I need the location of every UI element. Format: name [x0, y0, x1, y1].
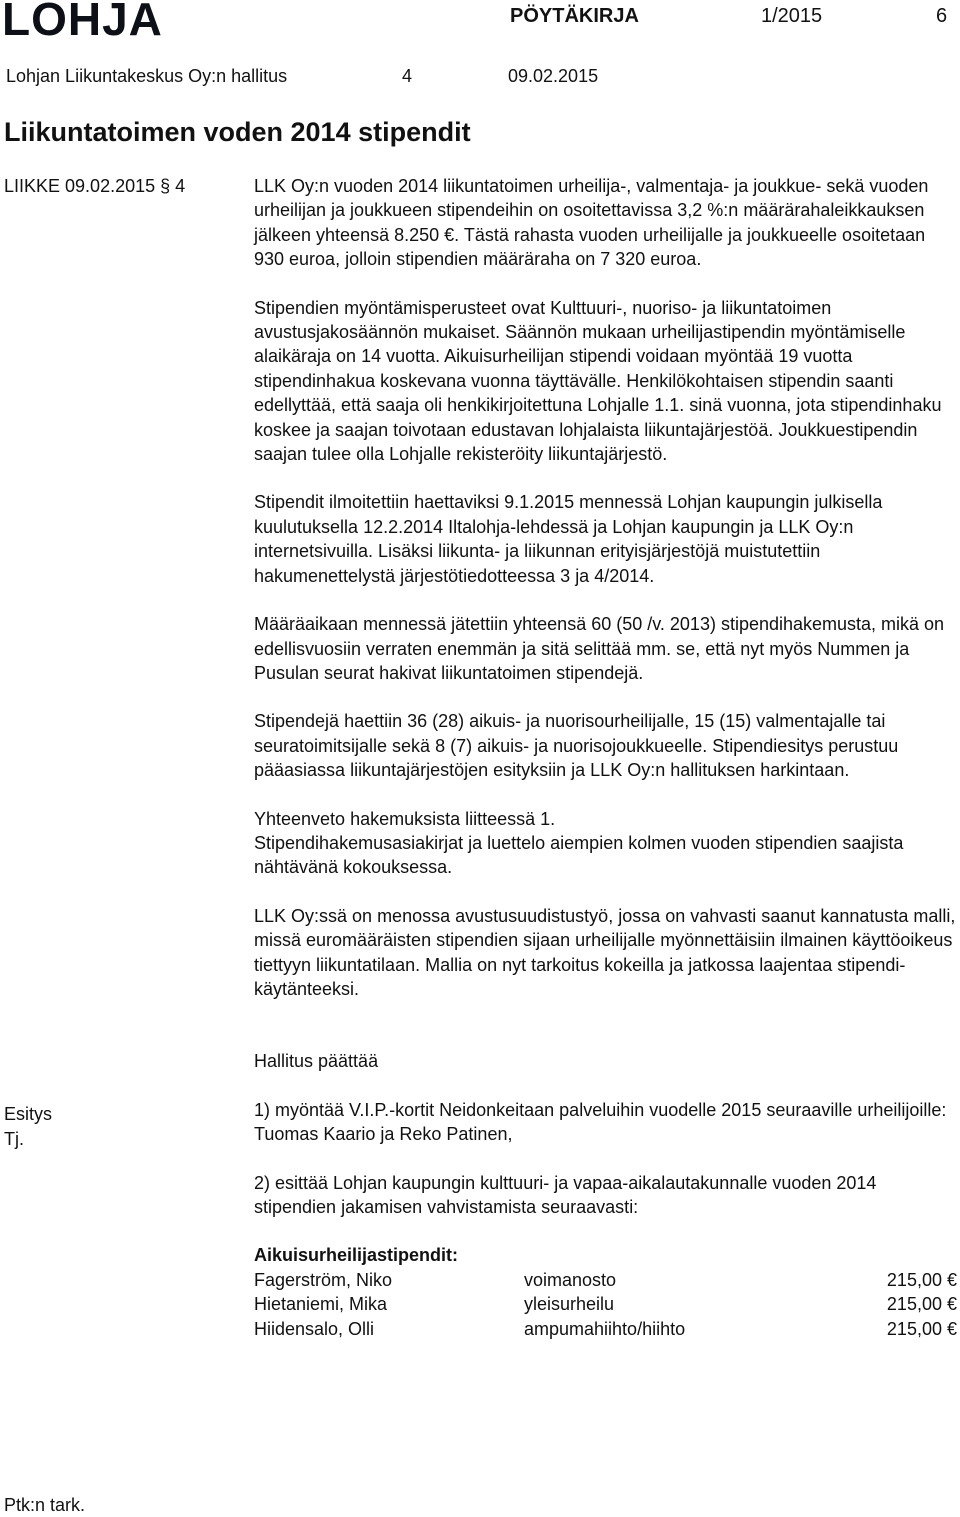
award-amount: 215,00 € — [886, 1318, 957, 1339]
award-sport: yleisurheilu — [524, 1294, 615, 1315]
decision-intro: Hallitus päättää — [254, 1051, 379, 1072]
awards-heading: Aikuisurheilijastipendit: — [254, 1245, 459, 1266]
award-name: Hietaniemi, Mika — [254, 1294, 388, 1315]
table-row — [254, 1268, 957, 1292]
decision-item-2: 2) esittää Lohjan kaupungin kulttuuri- ja vapaa-aikalautakunnalle vuoden 2014 stipendien jakamisen vahvistamista seuraavasti: — [254, 1172, 877, 1217]
table-row — [254, 1292, 957, 1316]
paragraph-budget: LLK Oy:n vuoden 2014 liikuntatoimen urheilija-, valmentaja- ja joukkue- sekä vuoden urheilijan ja joukkueen stipendeihin on osoitettavissa 3,2 %:n määrärahaleikkauksen jälkeen yhteensä 8.250 €. Tästä rahasta vuoden urheilijalle ja joukkueelle osoitetaan 930 euroa, jolloin stipendien määräraha on 7 320 euroa. — [254, 176, 929, 270]
document-type: PÖYTÄKIRJA — [510, 5, 639, 27]
meeting-date: 09.02.2015 — [508, 66, 599, 86]
award-name: Fagerström, Niko — [254, 1269, 393, 1290]
award-amount: 215,00 € — [886, 1269, 957, 1290]
paragraph-announcement: Stipendit ilmoitettiin haettaviksi 9.1.2015 mennessä Lohjan kaupungin julkisella kuulutuksella 12.2.2014 Iltalohja-lehdessä ja Lohjan kaupungin ja LLK Oy:n internetsivuilla. Lisäksi liikunta- ja liikunnan erityisjärjestöjä muistutettiin hakumenettelystä järjestötiedotteessa 3 ja 4/2014. — [254, 492, 883, 586]
document-number: 1/2015 — [761, 5, 823, 27]
page-number: 6 — [936, 5, 948, 27]
tj-label: Tj. — [4, 1129, 24, 1149]
paragraph-documents: Stipendihakemusasiakirjat ja luettelo aiempien kolmen vuoden stipendien saajista nähtävänä kokouksessa. — [254, 832, 904, 878]
paragraph-reform: LLK Oy:ssä on menossa avustusuudistustyö, jossa on vahvasti saanut kannatusta malli, missä euromääräisten stipendien sijaan urheilijalle myönnettäisiin ilmainen käyttöoikeus tiettyyn liikuntatilaan. Mallia on nyt tarkoitus kokeilla ja jatkossa laajentaa stipendi-käytänteeksi. — [254, 905, 956, 999]
section-number: 4 — [402, 66, 413, 86]
paragraph-criteria: Stipendien myöntämisperusteet ovat Kulttuuri-, nuoriso- ja liikuntatoimen avustusjakosäännön mukaiset. Säännön mukaan urheilijastipendin myöntämiselle alaikäraja on 14 vuotta. Aikuisurheilijan stipendi voidaan myöntää 19 vuotta stipendinhakua koskevana vuonna täyttävälle. Henkilökohtaisen stipendin saanti edellyttää, että saaja oli henkikirjoitettuna Lohjalle 1.1. sinä vuonna, jota stipendinhaku koskee ja saajan toivotaan edustavan lohjalaista liikuntajärjestöä. Joukkuestipendin saajan tulee olla Lohjalle rekisteröity liikuntajärjestö. — [254, 297, 942, 465]
award-sport: ampumahiihto/hiihto — [524, 1318, 686, 1339]
minutes-body — [254, 174, 957, 1341]
page-title: Liikuntatoimen voden 2014 stipendit — [4, 117, 471, 147]
reference-line: LIIKKE 09.02.2015 § 4 — [4, 176, 186, 196]
paragraph-applications-count: Määräaikaan mennessä jätettiin yhteensä 60 (50 /v. 2013) stipendihakemusta, mikä on edellisvuosiin verraten enemmän ja sitä selittää mm. se, että nyt myös Nummen ja Pusulan seurat hakivat liikuntatoimen stipendejä. — [254, 614, 945, 683]
award-name: Hiidensalo, Olli — [254, 1318, 375, 1339]
esitys-label: Esitys — [4, 1104, 53, 1124]
paragraph-applicant-groups: Stipendejä haettiin 36 (28) aikuis- ja nuorisourheilijalle, 15 (15) valmentajalle tai seuratoimitsijalle sekä 8 (7) aikuis- ja nuorisojoukkueelle. Stipendiesitys perustuu pääasiassa liikuntajärjestöjen esityksiin ja LLK Oy:n hallituksen harkintaan. — [254, 711, 899, 781]
table-row — [254, 1317, 957, 1341]
organization-name: Lohjan Liikuntakeskus Oy:n hallitus — [6, 66, 288, 86]
paragraph-summary-attachment: Yhteenveto hakemuksista liitteessä 1. — [254, 808, 556, 829]
award-amount: 215,00 € — [886, 1294, 957, 1315]
decision-item-1: 1) myöntää V.I.P.-kortit Neidonkeitaan palveluihin vuodelle 2015 seuraaville urheilijoille: Tuomas Kaario ja Reko Patinen, — [254, 1099, 947, 1145]
minutes-checker-label: Ptk:n tark. — [4, 1495, 86, 1515]
awards-table — [254, 1268, 957, 1341]
lohja-logo: LOHJA — [2, 0, 163, 45]
award-sport: voimanosto — [524, 1269, 617, 1290]
